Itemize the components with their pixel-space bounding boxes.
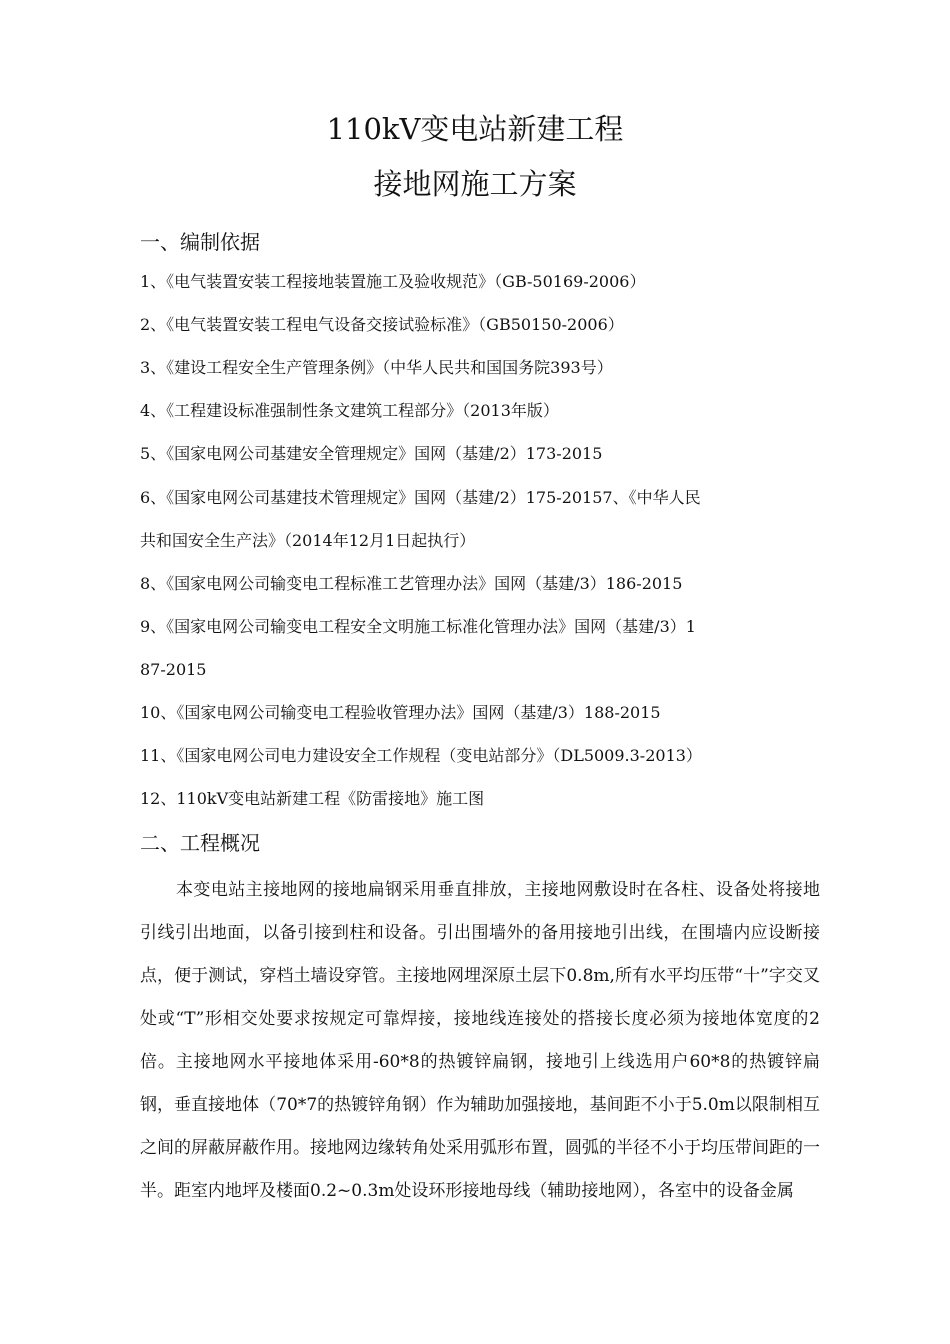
basis-item: 12、110kV变电站新建工程《防雷接地》施工图	[140, 789, 485, 808]
basis-item: 6、《国家电网公司基建技术管理规定》国网（基建/2）175-20157、《中华人民	[140, 488, 701, 507]
basis-item: 9、《国家电网公司输变电工程安全文明施工标准化管理办法》国网（基建/3）1	[140, 617, 696, 636]
basis-item: 11、《国家电网公司电力建设安全工作规程（变电站部分》（DL5009.3-2013）	[140, 746, 702, 765]
document-title: 110kV变电站新建工程	[326, 112, 624, 146]
basis-item: 1、《电气装置安装工程接地装置施工及验收规范》（GB-50169-2006）	[140, 272, 646, 291]
basis-item-continuation: 共和国安全生产法》（2014年12月1日起执行）	[140, 531, 476, 550]
basis-item: 8、《国家电网公司输变电工程标准工艺管理办法》国网（基建/3）186-2015	[140, 574, 683, 593]
basis-item: 3、《建设工程安全生产管理条例》（中华人民共和国国务院393号）	[140, 358, 613, 377]
basis-item: 4、《工程建设标准强制性条文建筑工程部分》（2013年版）	[140, 401, 559, 420]
document-subtitle: 接地网施工方案	[373, 167, 577, 201]
section-heading-basis: 一、编制依据	[140, 230, 260, 254]
basis-item-continuation: 87-2015	[140, 660, 207, 679]
basis-item: 10、《国家电网公司输变电工程验收管理办法》国网（基建/3）188-2015	[140, 703, 661, 722]
basis-item: 5、《国家电网公司基建安全管理规定》国网（基建/2）173-2015	[140, 444, 603, 463]
overview-paragraph: 本变电站主接地网的接地扁钢采用垂直排放，主接地网敷设时在各柱、设备处将接地引线引出地面，以备引接到柱和设备。引出围墙外的备用接地引出线，在围墙内应设断接点，便于测试，穿档土墙设穿管。主接地网埋深原土层下0.8m,所有水平均压带“十”字交叉处或“T”形相交处要求按规定可靠焊接，接地线连接处的搭接长度必须为接地体宽度的2倍。主接地网水平接地体采用-60*8的热镀锌扁钢，接地引上线选用户60*8的热镀锌扁钢，垂直接地体（70*7的热镀锌角钢）作为辅助加强接地，基间距不小于5.0m以限制相互之间的屏蔽屏蔽作用。接地网边缘转角处采用弧形布置，圆弧的半径不小于均压带间距的一半。距室内地坪及楼面0.2~0.3m处设环形接地母线（辅助接地网），各室中的设备金属	[140, 880, 820, 1201]
basis-item: 2、《电气装置安装工程电气设备交接试验标准》（GB50150-2006）	[140, 315, 624, 334]
section-heading-overview: 二、工程概况	[140, 831, 260, 855]
